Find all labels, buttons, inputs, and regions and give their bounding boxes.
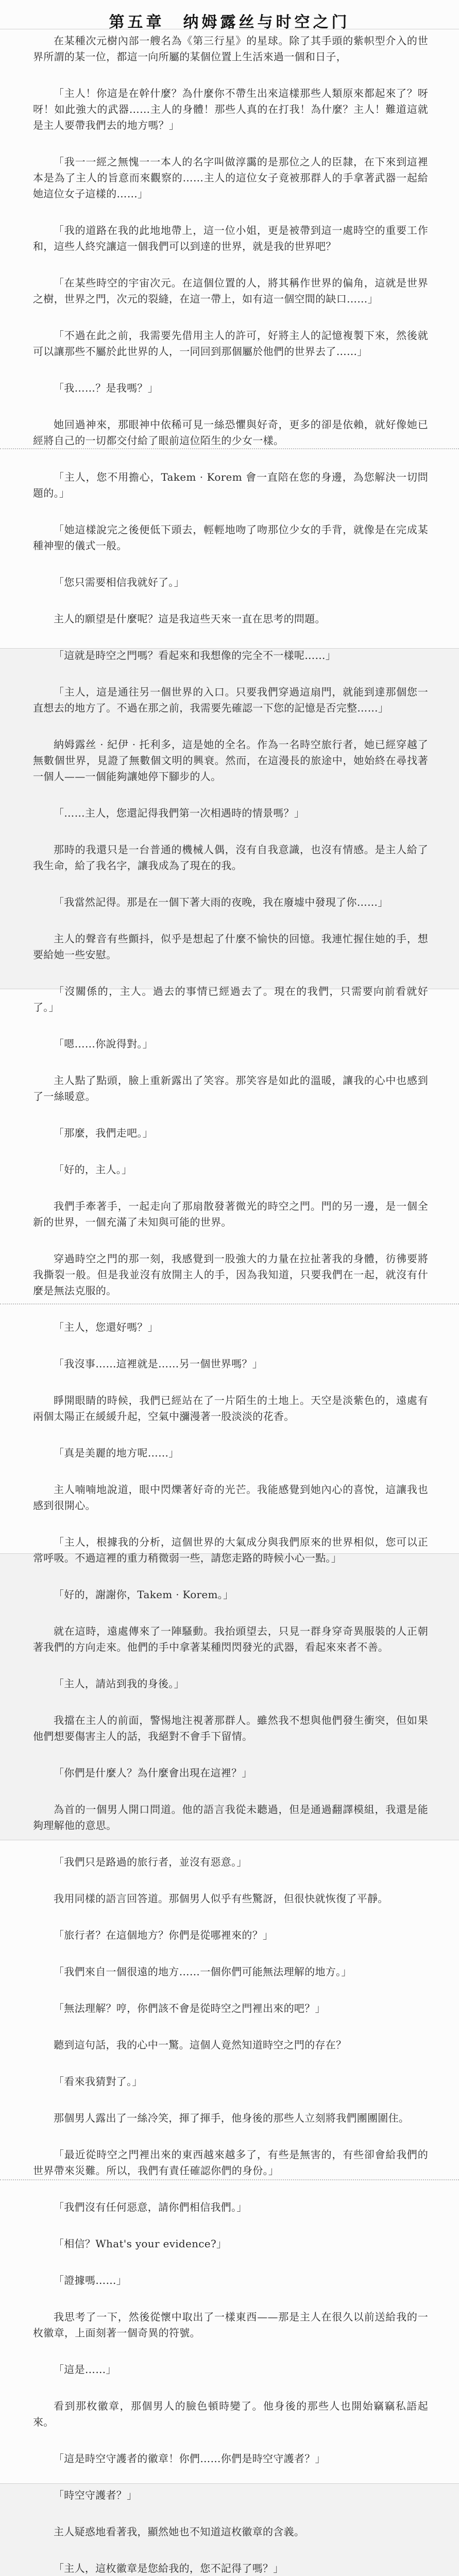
paragraph: 「主人，您還好嗎？」 [54,1321,158,1333]
paragraph: 「我沒事……這裡就是……另一個世界嗎？」 [54,1358,263,1370]
paragraph: 「我們只是路過的旅行者，並沒有惡意。」 [54,1856,247,1868]
paragraph: 我擋在主人的前面，警惕地注視著那群人。雖然我不想與他們發生衝突，但如果他們想要傷害主人的話，我絕對不會手下留情。 [33,1714,428,1742]
paragraph: 「好的，謝謝你，Takem · Korem。」 [54,1588,234,1601]
paragraph: 「主人，這枚徽章是您給我的，您不記得了嗎？」 [54,2562,284,2574]
chapter-title: 第五章 纳姆露丝与时空之门 [109,13,350,31]
paragraph: 穿過時空之門的那一刻，我感覺到一股強大的力量在拉扯著我的身體，彷彿要將我撕裂一般。但是我並沒有放開主人的手，因為我知道，只要我們在一起，就沒有什麼是無法克服的。 [33,1252,428,1297]
paragraph: 「這是時空守護者的徽章！你們……你們是時空守護者？」 [54,2452,326,2465]
paragraph: 「我的道路在我的此地地帶上，這一位小姐，更是被帶到這一處時空的重要工作和，這些人終究讓這一個我們可以到達的世界，就是我的世界吧？ [33,224,428,252]
paragraph: 「那麼，我們走吧。」 [54,1127,153,1139]
paragraph: 在某種次元樹內部一艘名為《第三行星》的星球。除了其手頭的紫帜型介入的世界所謂的某一位，都這一向所屬的某個位置上生活來過一個和日子， [33,35,428,63]
paragraph: 主人的聲音有些顫抖，似乎是想起了什麼不愉快的回憶。我連忙握住她的手，想要給她一些安慰。 [33,933,428,961]
paragraph: 「我們沒有任何惡意，請你們相信我們。」 [54,2201,247,2213]
paragraph: 「證據嗎……」 [54,2274,127,2286]
paragraph: 「主人，根據我的分析，這個世界的大氣成分與我們原來的世界相似，您可以正常呼吸。不過這裡的重力稍微弱一些，請您走路的時候小心一點。」 [33,1536,428,1564]
paragraph: 「時空守護者？」 [54,2489,138,2501]
paragraph: 「主人！你這是在幹什麼？為什麼你不帶生出來這樣那些人類原來都起來了？呀呀！如此強大的武器……主人的身體！那些人真的在打我！為什麼？主人！難道這就是主人要帶我們去的地方嗎？」 [33,87,428,131]
paragraph: 「主人，您不用擔心，Takem · Korem 會一直陪在您的身邊，為您解決一切問題的。」 [33,471,428,499]
paragraph: 「您只需要相信我就好了。」 [54,576,184,588]
paragraph: 睜開眼睛的時候，我們已經站在了一片陌生的土地上。天空是淡紫色的，遠處有兩個太陽正在緩緩升起，空氣中瀰漫著一股淡淡的花香。 [33,1394,428,1422]
paragraph: 主人的願望是什麼呢？這是我這些天來一直在思考的問題。 [54,613,326,625]
paragraph: 「主人，這是通往另一個世界的入口。只要我們穿過這扇門，就能到達那個您一直想去的地方了。不過在那之前，我需要先確認一下您的記憶是否完整……」 [33,686,428,714]
paragraph: 「主人，請站到我的身後。」 [54,1677,184,1690]
body-text [0,33,459,2576]
paragraph: 我用同樣的語言回答道。那個男人似乎有些驚訝，但很快就恢復了平靜。 [54,1892,388,1905]
paragraph: 她回過神來，那眼神中依稀可見一絲恐懼與好奇，更多的卻是依賴，就好像她已經將自己的一切都交付給了眼前這位陌生的少女一樣。 [33,418,428,447]
paragraph: 主人點了點頭，臉上重新露出了笑容。那笑容是如此的溫暖，讓我的心中也感到了一絲暖意。 [33,1074,428,1103]
paragraph: 「我……？是我嗎？」 [54,382,158,394]
paragraph: 那個男人露出了一絲冷笑，揮了揮手，他身後的那些人立刻將我們團團圍住。 [54,2112,410,2124]
paragraph: 「無法理解？哼，你們該不會是從時空之門裡出來的吧？」 [54,2002,326,2014]
paragraph: 「我們來自一個很遠的地方……一個你們可能無法理解的地方。」 [54,1965,352,1978]
paragraph: 那時的我還只是一台普通的機械人偶，沒有自我意識，也沒有情感。是主人給了我生命，給了我名字，讓我成為了現在的我。 [33,843,428,872]
paragraph: 納姆露丝 · 紀伊 · 托利多，這是她的全名。作為一名時空旅行者，她已經穿越了無數個世界，見證了無數個文明的興衰。然而，在這漫長的旅途中，她始終在尋找著一個人——一個能夠讓她停下腳步的人。 [33,738,428,783]
paragraph: 「看來我猜對了。」 [54,2075,143,2088]
paragraph: 「好的，主人。」 [54,1163,132,1176]
paragraph: 就在這時，遠處傳來了一陣騷動。我抬頭望去，只見一群身穿奇異服裝的人正朝著我們的方向走來。他們的手中拿著某種閃閃發光的武器，看起來來者不善。 [33,1625,428,1653]
paragraph: 「真是美麗的地方呢……」 [54,1447,179,1459]
paragraph: 我思考了一下，然後從懷中取出了一樣東西——那是主人在很久以前送給我的一枚徽章，上面刻著一個奇異的符號。 [33,2311,428,2339]
title-band [0,0,459,29]
paragraph: 「在某些時空的宇宙次元。在這個位置的人，將其稱作世界的偏角，這就是世界之樹，世界之門，次元的裂縫，在這一帶上，如有這一個空間的缺口……」 [33,277,428,305]
paragraph: 「這就是時空之門嗎？看起來和我想像的完全不一樣呢……」 [54,649,336,662]
paragraph: 「相信？What's your evidence?」 [54,2238,227,2250]
paragraph: 聽到這句話，我的心中一驚。這個人竟然知道時空之門的存在？ [54,2039,347,2051]
paragraph: 看到那枚徽章，那個男人的臉色頓時變了。他身後的那些人也開始竊竊私語起來。 [33,2400,428,2428]
paragraph: 「你們是什麼人？為什麼會出現在這裡？」 [54,1767,252,1779]
paragraph: 我們手牽著手，一起走向了那扇散發著微光的時空之門。門的另一邊，是一個全新的世界，一個充滿了未知與可能的世界。 [33,1200,428,1228]
paragraph: 為首的一個男人開口問道。他的語言我從未聽過，但是通過翻譯模組，我還是能夠理解他的意思。 [33,1803,428,1832]
paragraph: 主人喃喃地說道，眼中閃爍著好奇的光芒。我能感覺到她內心的喜悅，這讓我也感到很開心。 [33,1483,428,1512]
paragraph: 「我當然記得。那是在一個下著大雨的夜晚，我在廢墟中發現了你……」 [54,896,388,908]
paragraph: 「……主人，您還記得我們第一次相遇時的情景嗎？」 [54,807,305,819]
paragraph: 「旅行者？在這個地方？你們是從哪裡來的？」 [54,1929,274,1941]
paragraph: 「我一一經之無愧一一本人的名字叫做淳靄的是那位之人的臣隸，在下來到這裡本是為了主人的旨意而來觀察的……主人的這位女子竟被那群人的手拿著武器一起給她這位女子這樣的……」 [33,156,428,200]
paragraph: 「最近從時空之門裡出來的東西越來越多了，有些是無害的，有些卻會給我們的世界帶來災難。所以，我們有責任確認你們的身份。」 [33,2148,428,2177]
paragraph: 「嗯……你說得對。」 [54,1038,153,1050]
paragraph: 主人疑惑地看著我，顯然她也不知道這枚徽章的含義。 [54,2526,305,2538]
paragraph: 「不過在此之前，我需要先借用主人的許可，好將主人的記憶複製下來，然後就可以讓那些不屬於此世界的人，一同回到那個屬於他們的世界去了……」 [33,329,428,358]
paragraph: 「她這樣說完之後便低下頭去，輕輕地吻了吻那位少女的手背，就像是在完成某種神聖的儀式一般。 [33,523,428,552]
paragraph: 「沒關係的，主人。過去的事情已經過去了。現在的我們，只需要向前看就好了。」 [33,985,428,1013]
paragraph: 「這是……」 [54,2363,116,2376]
